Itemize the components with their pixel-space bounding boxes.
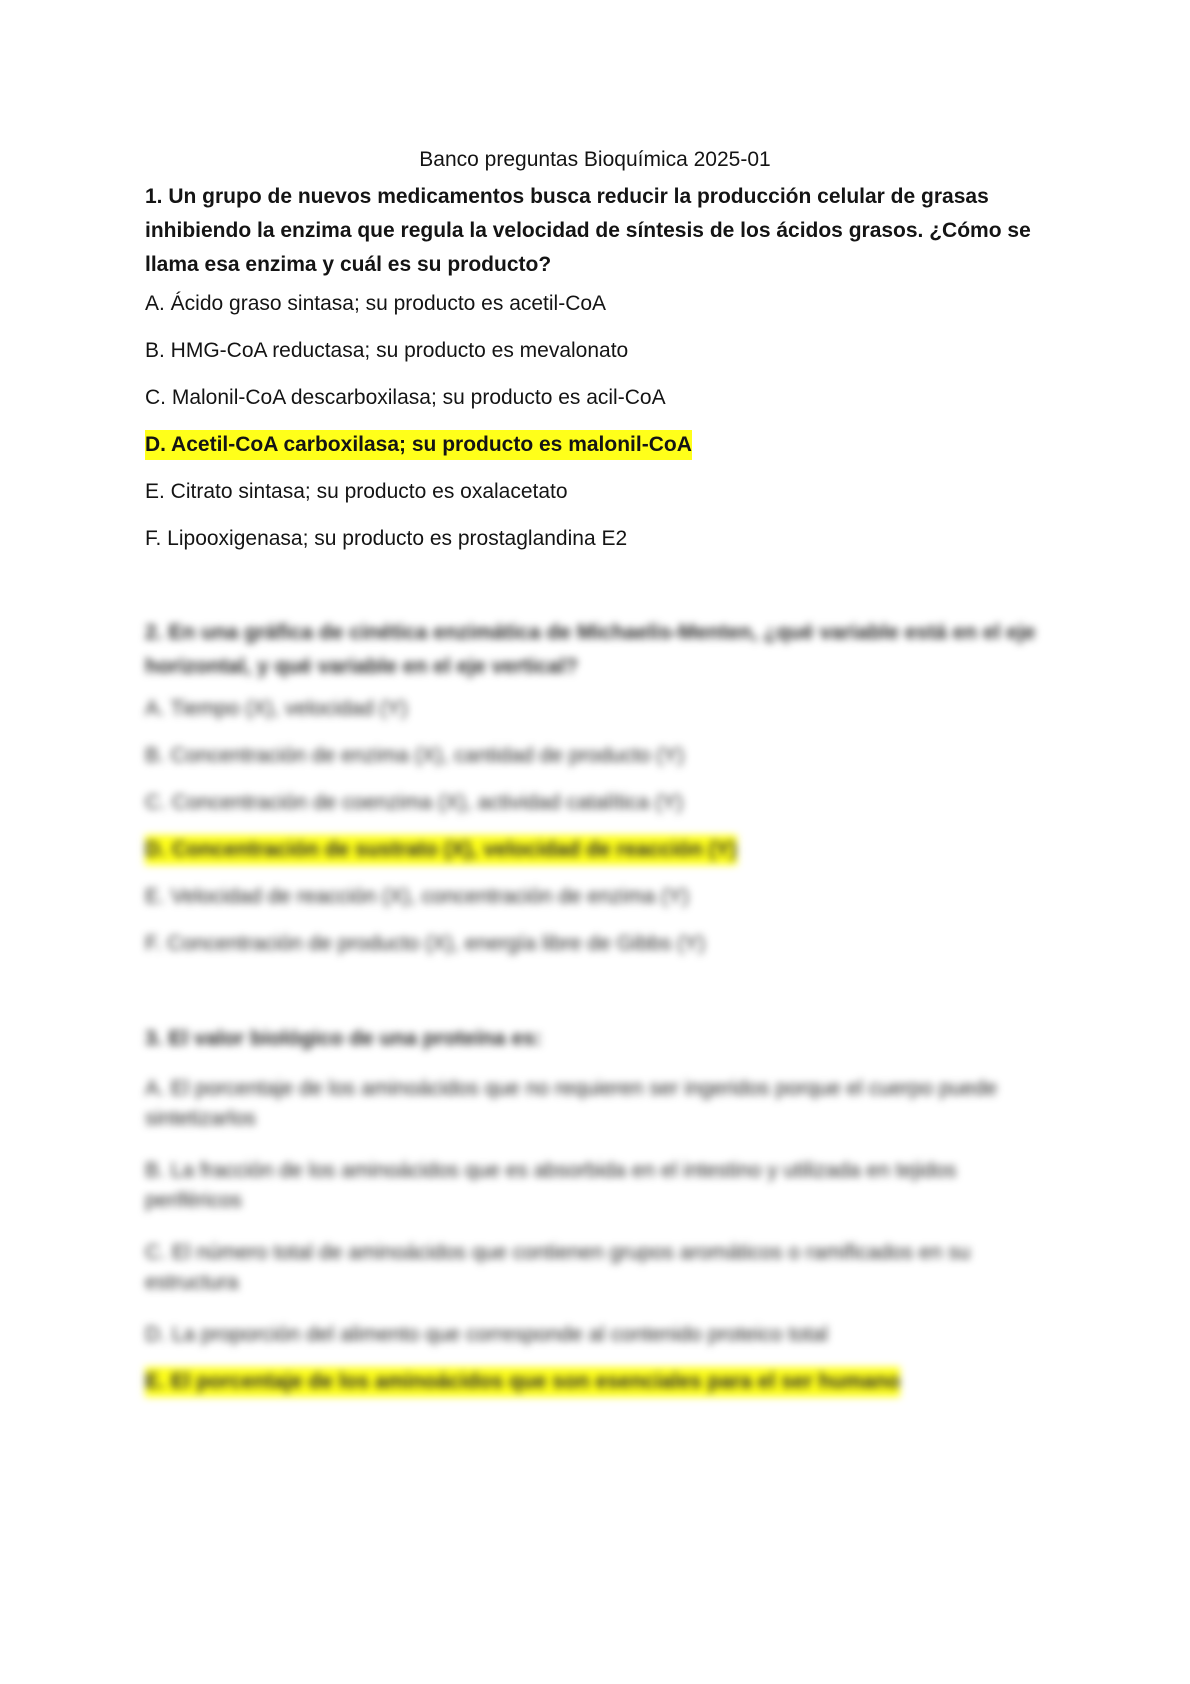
question-2-text: 2. En una gráfica de cinética enzimática de Michaelis-Menten, ¿qué variable está en el eje horizontal, y qué variable en el eje vertical? [145,621,1036,678]
question-3-text: 3. El valor biológico de una proteína es: [145,1027,542,1050]
question-1-option-c: C. Malonil-CoA descarboxilasa; su producto es acil-CoA [145,386,666,409]
question-3-option-c: C. El número total de aminoácidos que contienen grupos aromáticos o ramificados en su estructura [145,1241,971,1294]
question-2-option-a: A. Tiempo (X), velocidad (Y) [145,697,408,720]
question-3-option-b: B. La fracción de los aminoácidos que es absorbida en el intestino y utilizada en tejidos periféricos [145,1159,957,1212]
question-1-text: 1. Un grupo de nuevos medicamentos busca reducir la producción celular de grasas inhibiendo la enzima que regula la velocidad de síntesis de los ácidos grasos. ¿Cómo se llama esa enzima y cuál es su producto? [145,185,1031,276]
question-1-option-f: F. Lipooxigenasa; su producto es prostaglandina E2 [145,527,628,550]
question-1-option-e: E. Citrato sintasa; su producto es oxalacetato [145,480,568,503]
question-2-option-e: E. Velocidad de reacción (X), concentración de enzima (Y) [145,885,689,908]
document-title: Banco preguntas Bioquímica 2025-01 [419,148,771,171]
question-2-option-d-correct: D. Concentración de sustrato (X), velocidad de reacción (Y) [145,835,737,865]
question-2 [145,616,1045,955]
question-3-option-a: A. El porcentaje de los aminoácidos que no requieren ser ingeridos porque el cuerpo puede sintetizarlos [145,1077,998,1130]
question-2-option-f: F. Concentración de producto (X), energía libre de Gibbs (Y) [145,932,706,955]
question-1-option-b: B. HMG-CoA reductasa; su producto es mevalonato [145,339,629,362]
question-3-option-d: D. La proporción del alimento que corresponde al contenido proteico total [145,1323,828,1346]
question-1-option-d-correct: D. Acetil-CoA carboxilasa; su producto es malonil-CoA [145,430,692,460]
question-3-option-e-correct: E. El porcentaje de los aminoácidos que son esenciales para el ser humano [145,1367,900,1397]
question-2-option-c: C. Concentración de coenzima (X), actividad catalítica (Y) [145,791,684,814]
question-2-option-b: B. Concentración de enzima (X), cantidad de producto (Y) [145,744,685,767]
question-3 [145,1022,1045,1393]
question-1-option-a: A. Ácido graso sintasa; su producto es acetil-CoA [145,292,607,315]
question-1 [145,180,1045,550]
